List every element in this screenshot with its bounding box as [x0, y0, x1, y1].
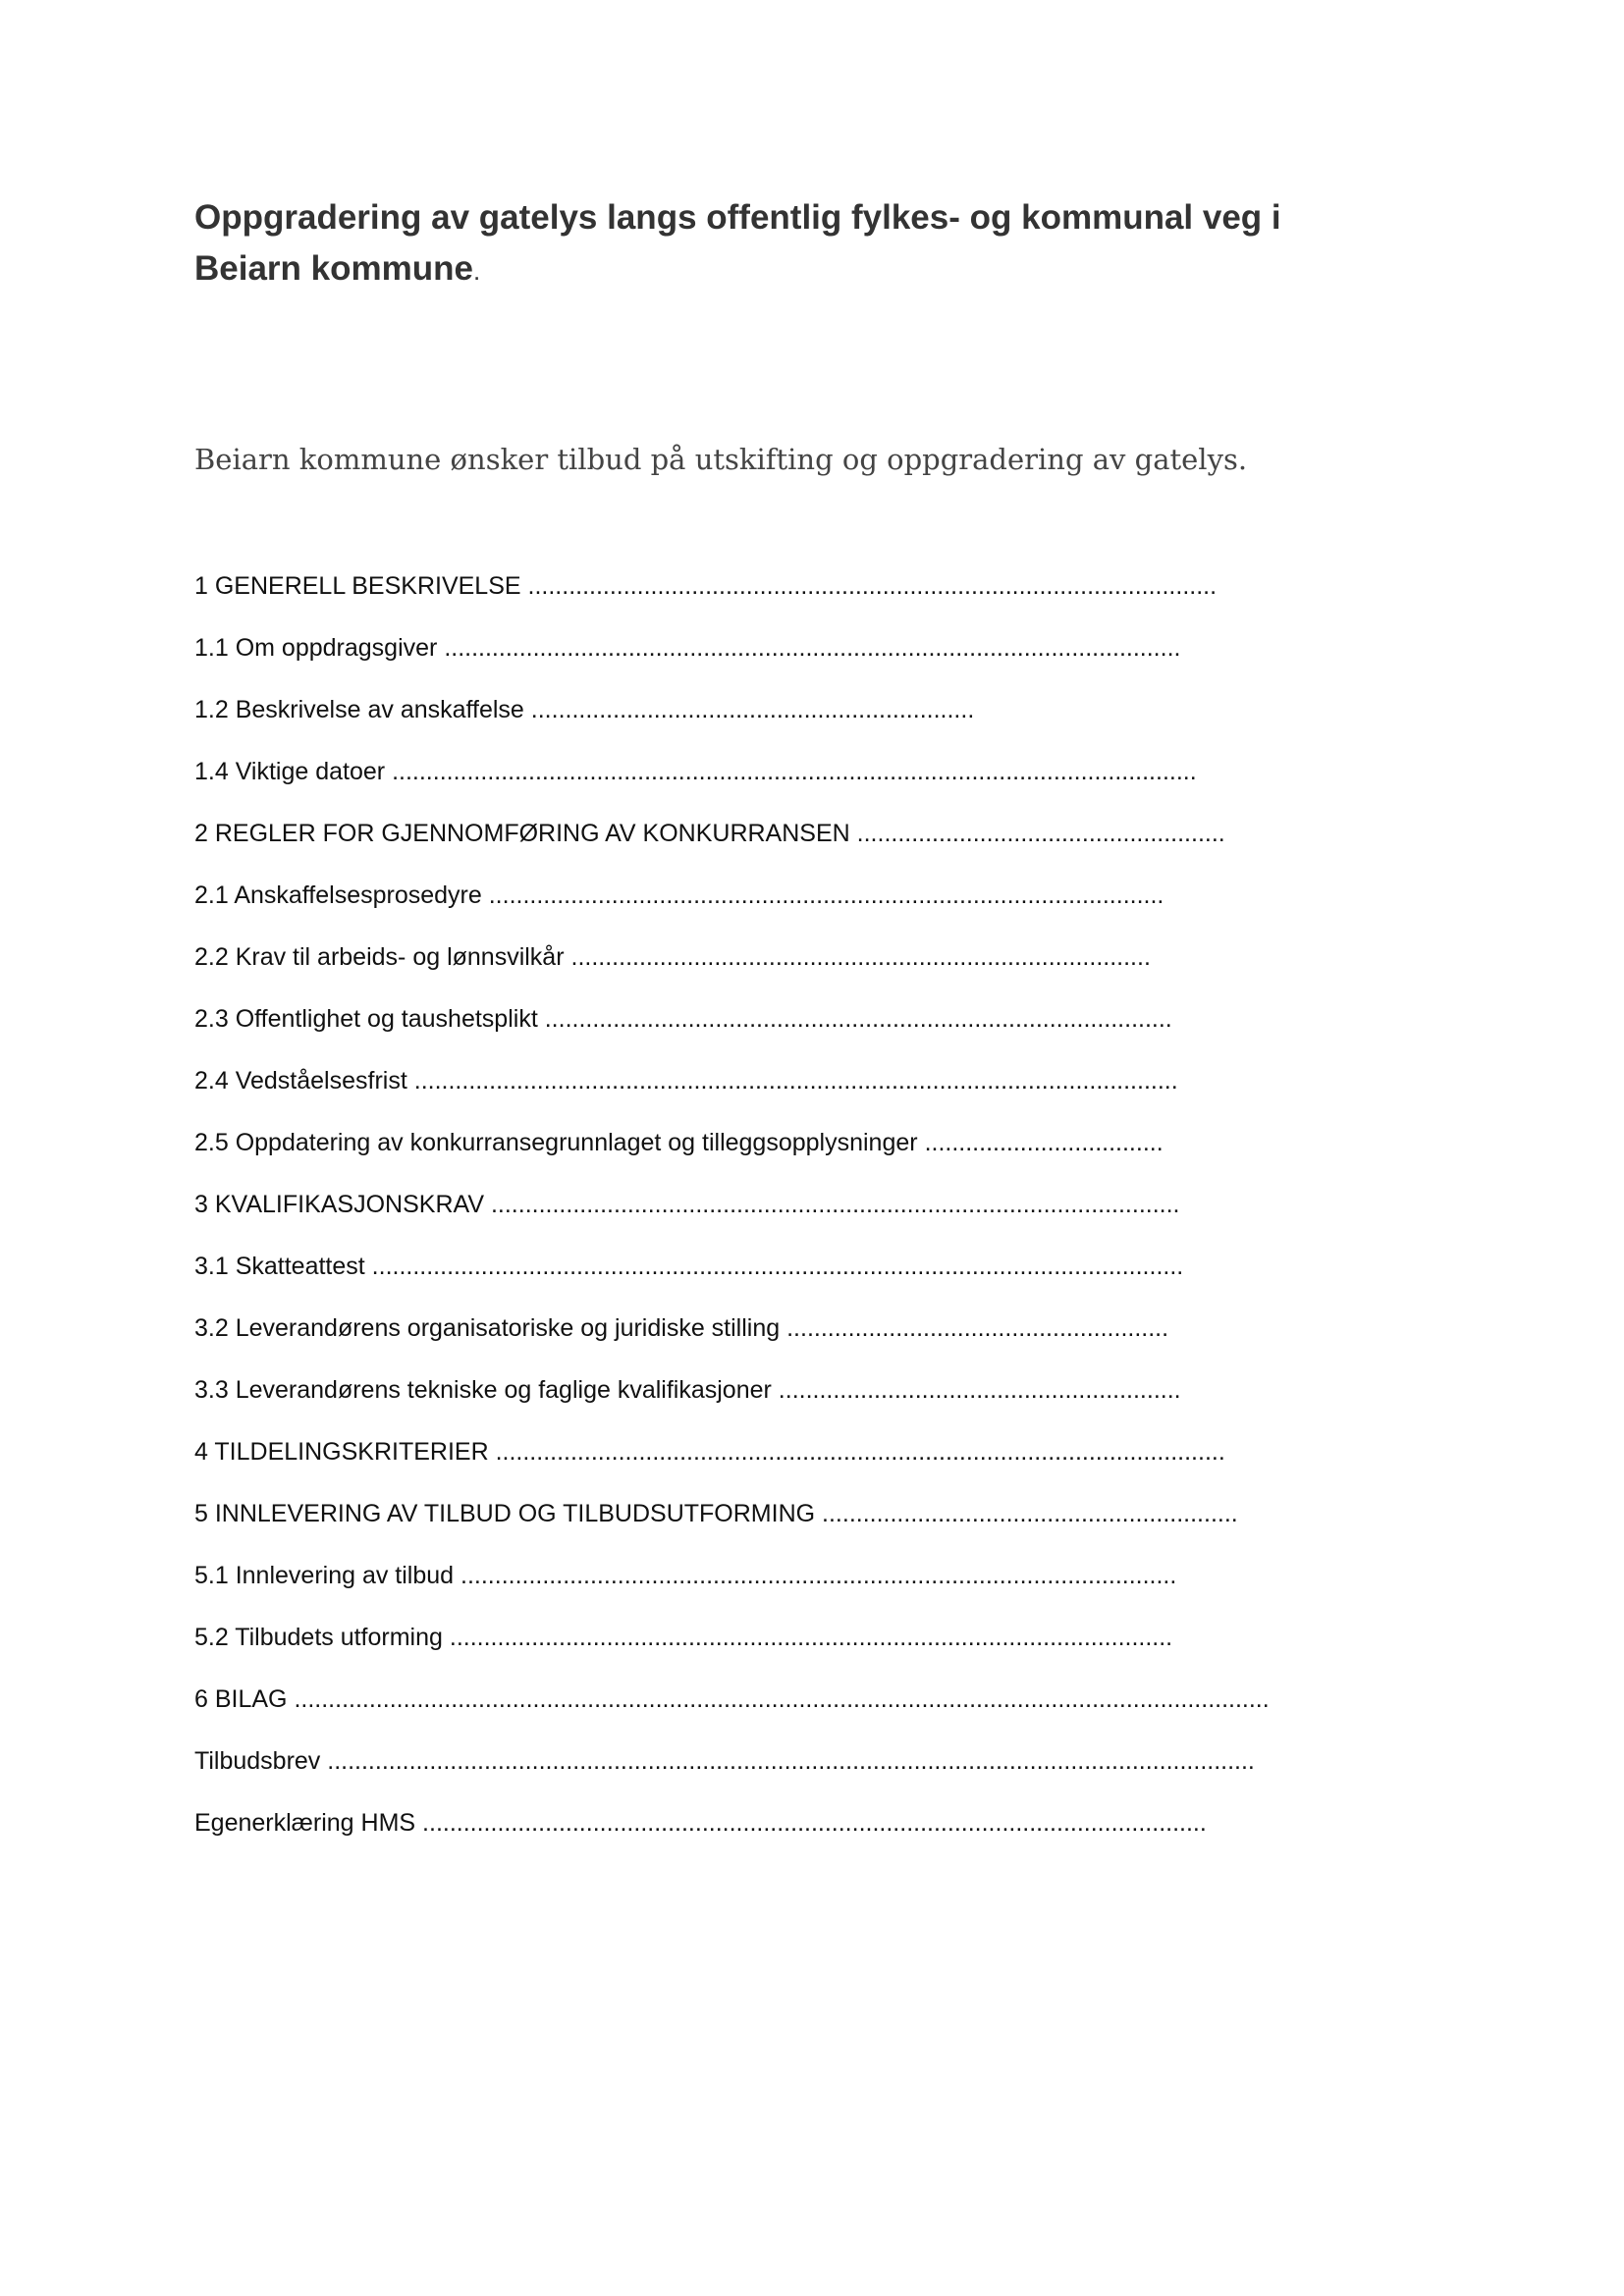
toc-entry-leader-dots: ........................................................................................................... — [495, 1438, 1225, 1466]
toc-entry[interactable] — [194, 1798, 1270, 1860]
toc-entry-label: 2.1 Anskaffelsesprosedyre — [194, 881, 482, 909]
toc-entry-label: 3.2 Leverandørens organisatoriske og juridiske stilling — [194, 1314, 781, 1342]
toc-entry-leader-dots: ................................... — [924, 1129, 1164, 1156]
toc-entry[interactable] — [194, 561, 1270, 623]
toc-entry[interactable] — [194, 1304, 1270, 1365]
toc-entry-leader-dots: ................................................................................................... — [488, 881, 1164, 909]
toc-entry-label: 2.2 Krav til arbeids- og lønnsvilkår — [194, 943, 565, 971]
toc-entry-label: 3.1 Skatteattest — [194, 1253, 365, 1280]
toc-entry[interactable] — [194, 871, 1270, 933]
toc-entry-leader-dots: ................................................................................................................ — [413, 1067, 1178, 1095]
toc-entry-leader-dots: ..................................................................................... — [570, 943, 1151, 971]
toc-entry-leader-dots: ........................................................................................................................................ — [327, 1747, 1255, 1775]
toc-entry[interactable] — [194, 1365, 1270, 1427]
table-of-contents — [194, 561, 1270, 1860]
toc-entry-leader-dots: ..................................................................................................... — [527, 572, 1218, 600]
toc-entry-leader-dots: ........................................................ — [786, 1314, 1169, 1342]
toc-entry[interactable] — [194, 685, 1270, 747]
toc-entry-label: 2.3 Offentlighet og taushetsplikt — [194, 1005, 538, 1033]
toc-entry[interactable] — [194, 1427, 1270, 1489]
toc-entry[interactable] — [194, 1613, 1270, 1675]
toc-entry-label: 1.4 Viktige datoer — [194, 758, 386, 785]
toc-entry[interactable] — [194, 1551, 1270, 1613]
toc-entry[interactable] — [194, 933, 1270, 994]
toc-entry-leader-dots: ......................................................................................................... — [460, 1562, 1177, 1589]
toc-entry-label: 5.2 Tilbudets utforming — [194, 1624, 443, 1651]
toc-entry-leader-dots: ............................................................................................................................................... — [294, 1685, 1270, 1713]
toc-entry[interactable] — [194, 1489, 1270, 1551]
toc-entry-label: 2.4 Vedståelsesfrist — [194, 1067, 407, 1095]
toc-entry[interactable] — [194, 1180, 1270, 1242]
toc-entry-label: 5.1 Innlevering av tilbud — [194, 1562, 455, 1589]
toc-entry[interactable] — [194, 1675, 1270, 1736]
toc-entry[interactable] — [194, 1118, 1270, 1180]
toc-entry-label: 1.2 Beskrivelse av anskaffelse — [194, 696, 524, 723]
toc-entry-label: Tilbudsbrev — [194, 1747, 321, 1775]
document-title-text: Oppgradering av gatelys langs offentlig fylkes- og kommunal veg i Beiarn kommune — [194, 198, 1281, 288]
toc-entry-label: 2.5 Oppdatering av konkurransegrunnlaget og tilleggsopplysninger — [194, 1129, 918, 1156]
toc-entry-leader-dots: ............................................................. — [822, 1500, 1238, 1527]
toc-entry-leader-dots: ...................................................... — [856, 820, 1225, 847]
document-title-period: . — [472, 256, 481, 286]
toc-entry[interactable] — [194, 1056, 1270, 1118]
toc-entry-leader-dots: ............................................................................................ — [544, 1005, 1172, 1033]
toc-entry[interactable] — [194, 809, 1270, 871]
toc-entry-leader-dots: ............................................................................................................ — [444, 634, 1181, 662]
toc-entry[interactable] — [194, 994, 1270, 1056]
toc-entry-leader-dots: .......................................................................................................... — [449, 1624, 1173, 1651]
toc-entry-leader-dots: ...................................................................................................................... — [392, 758, 1197, 785]
toc-entry-leader-dots: ........................................................... — [778, 1376, 1181, 1404]
toc-entry[interactable] — [194, 623, 1270, 685]
toc-entry-label: 1.1 Om oppdragsgiver — [194, 634, 438, 662]
toc-entry[interactable] — [194, 747, 1270, 809]
toc-entry-label: 1 GENERELL BESKRIVELSE — [194, 572, 521, 600]
toc-entry-leader-dots: ................................................................. — [530, 696, 975, 723]
document-title — [194, 192, 1392, 296]
toc-entry-label: 3 KVALIFIKASJONSKRAV — [194, 1191, 485, 1218]
toc-entry-label: 4 TILDELINGSKRITERIER — [194, 1438, 489, 1466]
toc-entry-leader-dots: ................................................................................................................... — [422, 1809, 1207, 1837]
toc-entry-label: 3.3 Leverandørens tekniske og faglige kvalifikasjoner — [194, 1376, 772, 1404]
toc-entry-leader-dots: ..................................................................................................... — [490, 1191, 1180, 1218]
toc-entry-leader-dots: ....................................................................................................................... — [371, 1253, 1184, 1280]
toc-entry-label: 2 REGLER FOR GJENNOMFØRING AV KONKURRANSEN — [194, 820, 850, 847]
intro-paragraph: Beiarn kommune ønsker tilbud på utskifting og oppgradering av gatelys. — [194, 443, 1248, 476]
toc-entry[interactable] — [194, 1736, 1270, 1798]
toc-entry[interactable] — [194, 1242, 1270, 1304]
toc-entry-label: 5 INNLEVERING AV TILBUD OG TILBUDSUTFORMING — [194, 1500, 816, 1527]
toc-entry-label: Egenerklæring HMS — [194, 1809, 416, 1837]
toc-entry-label: 6 BILAG — [194, 1685, 288, 1713]
